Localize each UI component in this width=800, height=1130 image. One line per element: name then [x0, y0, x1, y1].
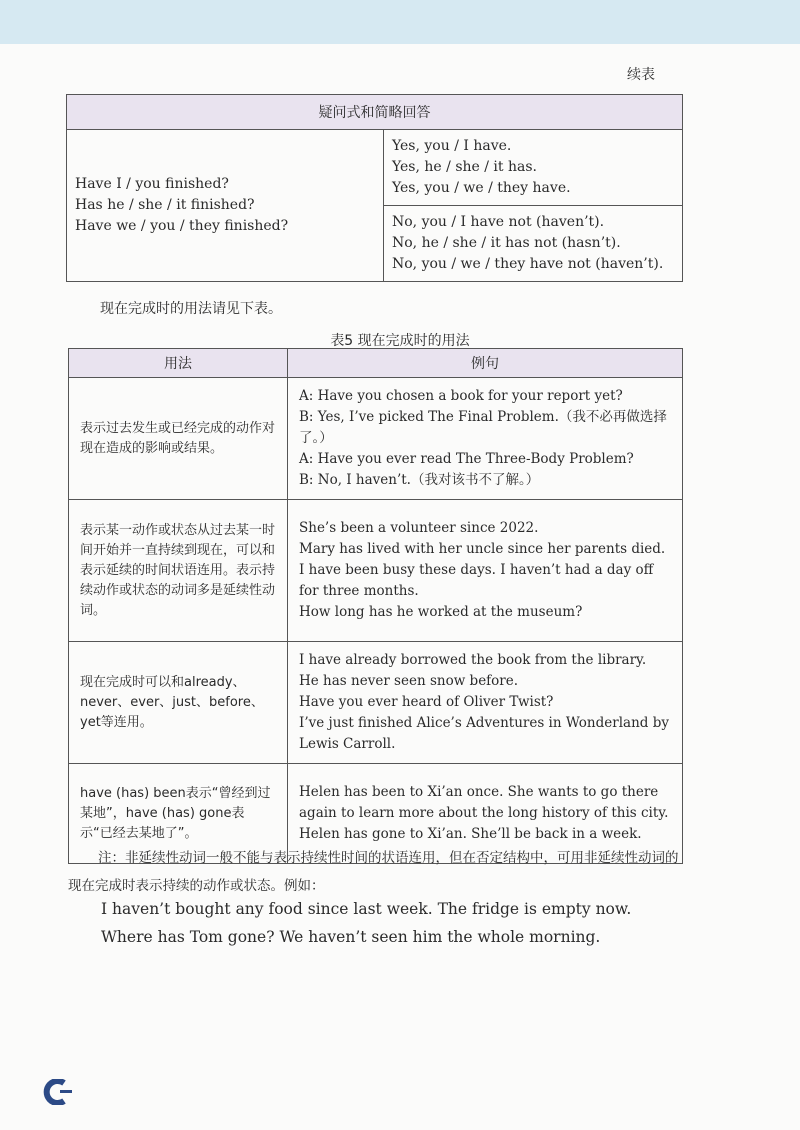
example-line: Helen has gone to Xi’an. She’ll be back in a week.	[299, 826, 642, 842]
question-forms-cell	[67, 130, 384, 282]
example-cell	[288, 642, 683, 764]
question-line: Has he / she / it finished?	[75, 197, 255, 213]
continued-label: 续表	[627, 67, 655, 83]
column-header-usage: 用法	[69, 349, 288, 378]
table-caption: 表5 现在完成时的用法	[330, 333, 470, 349]
example-line: Mary has lived with her uncle since her parents died.	[299, 541, 666, 557]
example-cell	[288, 378, 683, 500]
table-row	[69, 500, 683, 642]
top-color-band	[0, 0, 800, 44]
example-line: Helen has been to Xi’an once. She wants to go there again to learn more about the long history of this city.	[299, 784, 669, 821]
usage-cell: 表示某一动作或状态从过去某一时间开始并一直持续到现在，可以和表示延续的时间状语连用。表示持续动作或状态的动词多是延续性动词。	[69, 500, 288, 642]
answer-line: No, he / she / it has not (hasn’t).	[392, 235, 621, 251]
note-paragraph: 注：非延续性动词一般不能与表示持续性时间的状语连用，但在否定结构中，可用非延续性动词的现在完成时表示持续的动作或状态。例如：	[68, 850, 679, 894]
answer-line: Yes, you / we / they have.	[392, 180, 571, 196]
interrogative-table-header: 疑问式和简略回答	[67, 95, 683, 130]
example-line: How long has he worked at the museum?	[299, 604, 583, 620]
answer-line: No, you / we / they have not (haven’t).	[392, 256, 664, 272]
example-cell	[288, 500, 683, 642]
example-line: I have already borrowed the book from the library.	[299, 652, 647, 668]
usage-cell: 现在完成时可以和already、never、ever、just、before、yet等连用。	[69, 642, 288, 764]
example-line: He has never seen snow before.	[299, 673, 519, 689]
example-line: Have you ever heard of Oliver Twist?	[299, 694, 554, 710]
example-line: B: No, I haven’t.（我对该书不了解。）	[299, 472, 540, 488]
column-header-example: 例句	[288, 349, 683, 378]
interrogative-table	[66, 94, 683, 282]
usage-table	[68, 348, 683, 864]
example-line: A: Have you chosen a book for your report yet?	[299, 388, 623, 404]
usage-cell: 表示过去发生或已经完成的动作对现在造成的影响或结果。	[69, 378, 288, 500]
question-line: Have we / you / they finished?	[75, 218, 289, 234]
example-line: I’ve just finished Alice’s Adventures in Wonderland by Lewis Carroll.	[299, 715, 669, 752]
table-row	[69, 378, 683, 500]
example-line: A: Have you ever read The Three-Body Problem?	[299, 451, 634, 467]
usage-cell: have (has) been表示“曾经到过某地”，have (has) gone表示“已经去某地了”。	[69, 764, 288, 864]
example-line: She’s been a volunteer since 2022.	[299, 520, 539, 536]
publisher-logo-icon	[42, 1079, 72, 1105]
example-line: I have been busy these days. I haven’t had a day off for three months.	[299, 562, 654, 599]
question-line: Have I / you finished?	[75, 176, 229, 192]
answer-line: Yes, he / she / it has.	[392, 159, 537, 175]
example-sentence: I haven’t bought any food since last week. The fridge is empty now.	[101, 900, 632, 918]
no-answers-cell	[384, 206, 683, 282]
example-sentence: Where has Tom gone? We haven’t seen him the whole morning.	[101, 928, 601, 946]
yes-answers-cell	[384, 130, 683, 206]
answer-line: No, you / I have not (haven’t).	[392, 214, 605, 230]
intro-text: 现在完成时的用法请见下表。	[100, 301, 282, 317]
example-line: B: Yes, I’ve picked The Final Problem.（我不必再做选择了。）	[299, 409, 667, 446]
answer-line: Yes, you / I have.	[392, 138, 512, 154]
table-row	[69, 642, 683, 764]
